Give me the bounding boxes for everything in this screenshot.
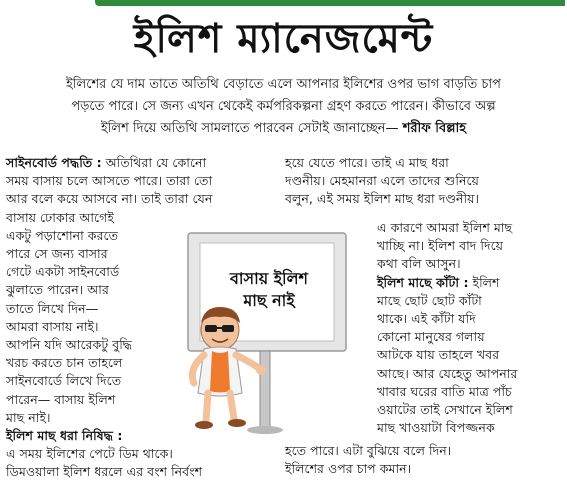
paragraph-line: তাতে লিখে দিন—: [6, 300, 99, 316]
paragraph-line: ওয়াটের তাই সেখানে ইলিশ: [377, 402, 513, 418]
section-heading-fish-bones: ইলিশ মাছে কাঁটা :: [377, 274, 469, 290]
paragraph-line: আপনি যদি আরেকটু বুদ্ধি: [6, 337, 133, 353]
paragraph-line: সাইনবোর্ডে লিখে দিতে: [6, 373, 122, 389]
sign-line: বাসায় ইলিশ: [229, 269, 309, 288]
paragraph-line: হয়ে যেতে পারে। তাই এ মাছ ধরা: [285, 155, 449, 170]
paragraph-line: কথা বলি আসুন।: [377, 256, 461, 272]
paragraph-line: এ সময় ইলিশের পেটে ডিম থাকে।: [6, 446, 173, 462]
paragraph-line: দণ্ডনীয়। মেহমানরা এলে তাদের শুনিয়ে: [285, 173, 479, 189]
paragraph-line: একটু পড়াশোনা করতে: [6, 227, 119, 243]
paragraph-line: আছে। আর যেহেতু আপনার: [377, 365, 518, 381]
paragraph-line: কোনো মানুষের গলায়: [377, 329, 485, 345]
right-column-middle: [377, 219, 561, 437]
paragraph-line: [6, 154, 246, 172]
paragraph-line: [377, 274, 561, 292]
paragraph-line: পারেন— বাসায় ইলিশ: [6, 391, 116, 407]
paragraph-text: অতিথিরা যে কোনো: [105, 155, 207, 170]
paragraph-line: ইলিশের ওপর চাপ কমান।: [285, 461, 412, 477]
paragraph-line: খাবার ঘরের বাতি মাত্র পাঁচ: [377, 383, 512, 399]
right-column-top: [285, 154, 561, 209]
top-decorative-band: [95, 0, 565, 6]
section-heading-fishing-ban: ইলিশ মাছ ধরা নিষিদ্ধ :: [6, 428, 123, 444]
paragraph-line: মাছে ছোট ছোট কাঁটা: [377, 292, 482, 308]
intro-text: ইলিশ দিয়ে অতিথি সামলাতে পারবেন সেটাই জানাচ্ছেন—: [100, 121, 399, 136]
intro-line: ইলিশের যে দাম তাতে অতিথি বেড়াতে এলে আপনার ইলিশের ওপর ভাগ বাড়তি চাপ: [66, 77, 501, 92]
intro-line: [8, 118, 559, 140]
paragraph-line: বলুন, এই সময় ইলিশ মাছ ধরা দণ্ডনীয়।: [285, 191, 480, 207]
paragraph-line: সময় বাসায় চলে আসতে পারে। তারা তো: [6, 173, 213, 189]
paragraph-line: থাকে। এই কাঁটা যদি: [377, 311, 476, 327]
signboard-text: [222, 268, 316, 312]
right-column-bottom: [285, 442, 561, 478]
paragraph-text: ইলিশ: [472, 274, 500, 290]
paragraph-line: আমরা বাসায় নাই।: [6, 318, 99, 334]
paragraph-line: ঝুলাতে পারেন। আর: [6, 282, 109, 298]
paragraph-line: গেটে একটা সাইনবোর্ড: [6, 264, 120, 280]
paragraph-line: হতে পারে। এটা বুঝিয়ে বলে দিন।: [285, 443, 452, 458]
paragraph-line: এ কারণে আমরা ইলিশ মাছ: [377, 220, 513, 235]
narrow-paragraph: [6, 209, 156, 427]
paragraph-line: খরচ করতে চান তাহলে: [6, 355, 123, 371]
paragraph-line: ডিমওয়ালা ইলিশ ধরলে এর বংশ নির্বংশ: [6, 464, 203, 480]
article-title: ইলিশ ম্যানেজমেন্ট: [133, 16, 434, 62]
paragraph-line: বাসায় ঢোকার আগেই: [6, 209, 114, 225]
section-heading-signboard: সাইনবোর্ড পদ্ধতি :: [6, 155, 102, 170]
paragraph-line: আর বলে কয়ে আসবে না। তাই তারা যেন: [6, 191, 213, 207]
signboard-illustration: [160, 223, 365, 438]
intro-line: পড়তে পারে। সে জন্য এখন থেকেই কর্মপরিকল্পনা গ্রহণ করতে পারেন। কীভাবে অল্প: [71, 99, 496, 114]
paragraph-line: আটকে যায় তাহলে খবর: [377, 347, 500, 363]
paragraph-line: মাছ খাওয়াটা বিপজ্জনক: [377, 420, 495, 436]
article-intro: [8, 74, 559, 140]
paragraph-line: পারে সে জন্য বাসার: [6, 246, 108, 262]
sign-line: মাছ নাই: [243, 291, 295, 310]
paragraph-line: মাছ নাই।: [6, 409, 51, 425]
author-name: শরীফ বিল্লাহ: [402, 121, 467, 136]
paragraph-line: খাচ্ছি না। ইলিশ বাদ দিয়ে: [377, 238, 504, 254]
